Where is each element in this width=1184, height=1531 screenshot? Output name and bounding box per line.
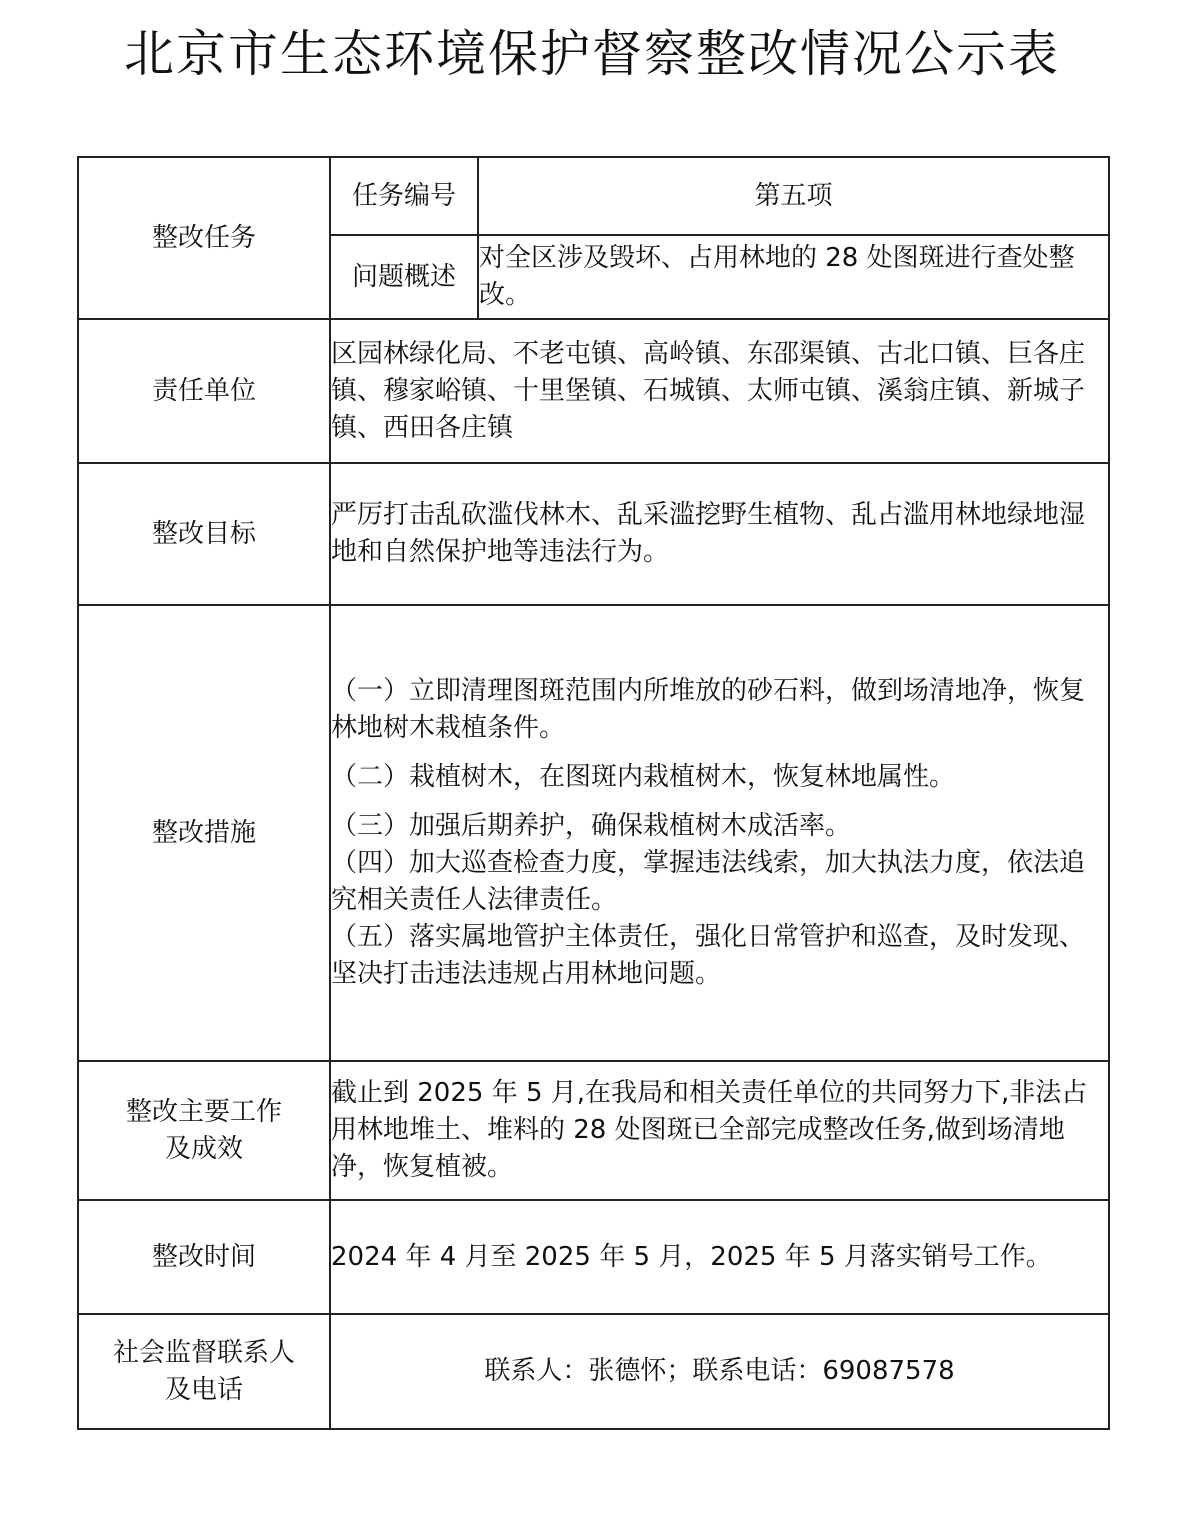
- page-title: 北京市生态环境保护督察整改情况公示表: [124, 25, 1060, 83]
- results-value: 截止到 2025 年 5 月,在我局和相关责任单位的共同努力下,非法占用林地堆土、堆料的 28 处图斑已全部完成整改任务,做到场清地净，恢复植被。: [330, 1061, 1109, 1200]
- results-label: [78, 1061, 330, 1200]
- contact-label-line2: 及电话: [164, 1374, 243, 1405]
- task-summary-value: 对全区涉及毁坏、占用林地的 28 处图斑进行查处整改。: [478, 235, 1109, 319]
- measure-item-2: （二）栽植树木，在图斑内栽植树木，恢复林地属性。: [331, 762, 956, 792]
- results-label-line1: 整改主要工作: [125, 1096, 282, 1127]
- measures-label: 整改措施: [78, 605, 330, 1061]
- task-summary-label: 问题概述: [330, 235, 478, 319]
- measure-item-5: （五）落实属地管护主体责任，强化日常管护和巡查，及时发现、坚决打击违法违规占用林地问题。: [331, 922, 1086, 989]
- row-task-number: [78, 157, 1109, 235]
- task-number-label: 任务编号: [330, 157, 478, 235]
- goal-value: 严厉打击乱砍滥伐林木、乱采滥挖野生植物、乱占滥用林地绿地湿地和自然保护地等违法行为。: [330, 463, 1109, 605]
- contact-value: 联系人：张德怀；联系电话：69087578: [330, 1314, 1109, 1429]
- contact-label: [78, 1314, 330, 1429]
- measures-list: [330, 605, 1109, 1061]
- responsible-label: 责任单位: [78, 319, 330, 463]
- time-label: 整改时间: [78, 1200, 330, 1314]
- results-label-line2: 及成效: [164, 1133, 243, 1164]
- row-responsible: [78, 319, 1109, 463]
- row-measures: [78, 605, 1109, 1061]
- time-value: 2024 年 4 月至 2025 年 5 月，2025 年 5 月落实销号工作。: [330, 1200, 1109, 1314]
- row-goal: [78, 463, 1109, 605]
- goal-label: 整改目标: [78, 463, 330, 605]
- notice-table: [77, 156, 1110, 1430]
- measure-item-1: （一）立即清理图斑范围内所堆放的砂石料，做到场清地净，恢复林地树木栽植条件。: [331, 676, 1086, 743]
- row-contact: [78, 1314, 1109, 1429]
- task-number-value: 第五项: [478, 157, 1109, 235]
- measure-item-4: （四）加大巡查检查力度，掌握违法线索，加大执法力度，依法追究相关责任人法律责任。: [331, 848, 1086, 915]
- row-time: [78, 1200, 1109, 1314]
- task-label: 整改任务: [78, 157, 330, 319]
- responsible-value: 区园林绿化局、不老屯镇、高岭镇、东邵渠镇、古北口镇、巨各庄镇、穆家峪镇、十里堡镇、石城镇、太师屯镇、溪翁庄镇、新城子镇、西田各庄镇: [330, 319, 1109, 463]
- row-results: [78, 1061, 1109, 1200]
- contact-label-line1: 社会监督联系人: [112, 1337, 295, 1368]
- measure-item-3: （三）加强后期养护，确保栽植树木成活率。: [331, 811, 852, 841]
